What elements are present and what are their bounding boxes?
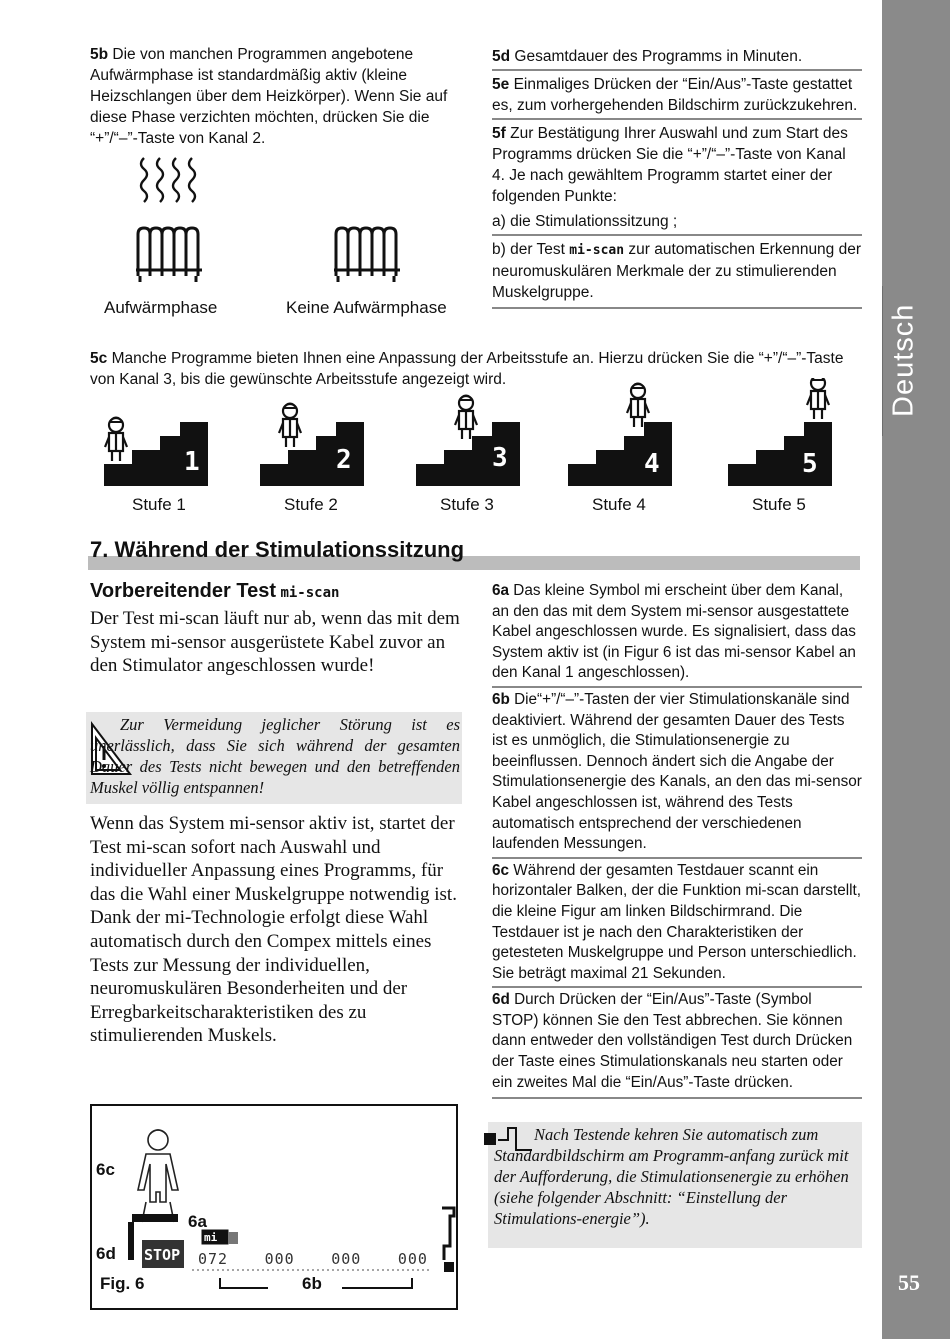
- option-b: [492, 234, 862, 309]
- text-6b: Die“+”/“–”-Tasten der vier Stimulationskanäle sind deaktiviert. Während der gesamten Dauer des Tests ist es unmöglich, die Stimulationsenergie zu beeinflussen. Dennoch ändert sich die Angabe der Stimulationsenergie des Kanals, an den das mi-sensor Kabel angeschlossen ist, während des Tests automatisch entsprechend der verschiedenen laufenden Messungen.: [492, 690, 862, 853]
- level-number-4: 4: [644, 449, 660, 479]
- mi-scan-logo: mi-scan: [569, 243, 625, 258]
- item-6d: [492, 986, 862, 1099]
- option-a: a) die Stimulationssitzung ;: [492, 213, 678, 230]
- channel-2-value: 000: [264, 1250, 295, 1268]
- tag-5e: 5e: [492, 76, 510, 93]
- radiator-icon: [134, 224, 204, 284]
- label-6b: 6b: [302, 1274, 322, 1293]
- text-5d: Gesamtdauer des Programms in Minuten.: [514, 48, 803, 65]
- channel-3-value: 000: [331, 1250, 362, 1268]
- figure-6-display: [90, 1104, 458, 1310]
- text-6a: Das kleine Symbol mi erscheint über dem Kanal, an den das mit dem System mi-sensor ausgestattete Kabel angeschlossen wurde. Es signalisiert, dass das System aktiv ist (in Figur 6 ist das mi-sensor Kabel an den Kanal 1 angeschlossen).: [492, 582, 856, 682]
- info-note-text: Nach Testende kehren Sie automatisch zum Standardbildschirm am Programm-anfang zurück mit der Aufforderung, die Stimulationsenergie zu erhöhen (siehe folgender Abschnitt: “Einstellung der Stimulations-energie”).: [494, 1125, 849, 1228]
- item-5f: [492, 118, 862, 234]
- warning-text: Zur Vermeidung jeglicher Störung ist es unerlässlich, dass Sie sich während der gesamten Dauer des Tests nicht bewegen und den betreffenden Muskel völlig entspannen!: [90, 715, 460, 797]
- text-5b: Die von manchen Programmen angebotene Aufwärmphase ist standardmäßig aktiv (kleine Heizschlangen über dem Heizkörper). Wenn Sie auf diese Phase verzichten möchten, drücken Sie die “+”/“–”-Taste von Kanal 2.: [90, 46, 448, 147]
- item-6c: [492, 857, 862, 987]
- right-top-column: [492, 46, 862, 309]
- level-label-4: Stufe 4: [592, 495, 646, 514]
- text-6d: Durch Drücken der “Ein/Aus”-Taste (Symbol STOP) können Sie den Test abbrechen. Sie können dann entweder den vollständigen Test durch Drücken der Taste eines Stimulationskanals neu starten oder ein zweites Mal die “Ein/Aus”-Taste drücken.: [492, 991, 853, 1091]
- level-number-1: 1: [184, 447, 200, 477]
- text-5c: Manche Programme bieten Ihnen eine Anpassung der Arbeitsstufe an. Hierzu drücken Sie die “+”/“–”-Taste von Kanal 3, bis die gewünschte Arbeitsstufe angezeigt wird.: [90, 350, 844, 388]
- page-number: 55: [898, 1270, 920, 1295]
- subheading-text: Vorbereitender Test: [90, 580, 276, 602]
- tag-5d: 5d: [492, 48, 511, 65]
- right-mid-column: [492, 581, 862, 1099]
- label-6c: 6c: [96, 1160, 115, 1179]
- level-label-5: Stufe 5: [752, 495, 806, 514]
- channel-1-value: 072: [198, 1250, 229, 1268]
- body-paragraph: Wenn das System mi-sensor aktiv ist, startet der Test mi-scan sofort nach Auswahl und individueller Anpassung eines Programms, für das die Wahl einer Muskelgruppe notwendig ist. Dank der mi-Technologie erfolgt diese Wahl automatisch durch den Compex mittels eines Tests zur Messung der individuellen, neuromuskulären Besonderheiten und der Erregbarkeitscharakteristiken des zu stimulierenden Muskels.: [90, 813, 457, 1047]
- text-6c: Während der gesamten Testdauer scannt ein horizontaler Balken, der die Funktion mi-scan darstellt, die kleine Figur am linken Bildschirmrand. Die Testdauer ist je nach den Charakteristiken der getesteten Muskelgruppe und Person unterschiedlich. Sie beträgt maximal 21 Sekunden.: [492, 861, 862, 982]
- item-5e: [492, 69, 862, 118]
- side-tab: [882, 0, 950, 1339]
- tag-6b: 6b: [492, 690, 510, 708]
- channel-4-value: 000: [397, 1250, 428, 1268]
- option-b-prefix: b) der Test: [492, 241, 565, 258]
- tag-6c: 6c: [492, 861, 510, 879]
- tag-5c: 5c: [90, 350, 108, 367]
- option-b-suffix: zur automatischen Erkennung der neuromuskulären Merkmale der zu stimulierenden Muskelgruppe.: [492, 241, 862, 301]
- level-number-3: 3: [492, 443, 508, 473]
- radiator-no-warmup-icon: [332, 224, 402, 284]
- mi-symbol: mi: [204, 1231, 218, 1244]
- label-6a: 6a: [188, 1212, 207, 1231]
- channel-values: [198, 1250, 428, 1268]
- heating-coils-icon: [136, 156, 200, 204]
- section-5b: [90, 44, 470, 149]
- intro-paragraph: Der Test mi-scan läuft nur ab, wenn das mit dem System mi-sensor ausgerüstete Kabel zuvor an den Stimulator angeschlossen wurde!: [90, 608, 460, 676]
- figure-caption: Fig. 6: [100, 1274, 145, 1293]
- figure-6-graphic: [92, 1106, 456, 1308]
- item-5d: [492, 46, 862, 69]
- caption-no-warmup: Keine Aufwärmphase: [286, 298, 447, 317]
- subheading-vorbereitender-test: [90, 580, 470, 603]
- level-label-1: Stufe 1: [132, 495, 186, 514]
- language-tab-label: Deutsch: [887, 303, 920, 417]
- text-5f: Zur Bestätigung Ihrer Auswahl und zum Start des Programms drücken Sie die “+”/“–”-Taste von Kanal 4. Je nach gewähltem Programm startet einer der folgenden Punkte:: [492, 125, 848, 205]
- item-6a: [492, 581, 862, 686]
- level-number-2: 2: [336, 445, 352, 475]
- section-7-title: 7. Während der Stimulationssitzung: [90, 537, 465, 562]
- mi-scan-logo: mi-scan: [280, 585, 340, 601]
- tag-6a: 6a: [492, 582, 510, 599]
- level-number-5: 5: [802, 449, 818, 479]
- tag-5f: 5f: [492, 125, 506, 142]
- item-6b: [492, 686, 862, 857]
- text-5e: Einmaliges Drücken der “Ein/Aus”-Taste gestattet es, zum vorhergehenden Bildschirm zurückzukehren.: [492, 76, 858, 114]
- tag-6d: 6d: [492, 991, 510, 1009]
- stop-symbol: STOP: [144, 1246, 181, 1264]
- caption-warmup: Aufwärmphase: [104, 298, 218, 317]
- tag-5b: 5b: [90, 46, 109, 63]
- level-label-2: Stufe 2: [284, 495, 338, 514]
- level-label-3: Stufe 3: [440, 495, 494, 514]
- label-6d: 6d: [96, 1244, 116, 1263]
